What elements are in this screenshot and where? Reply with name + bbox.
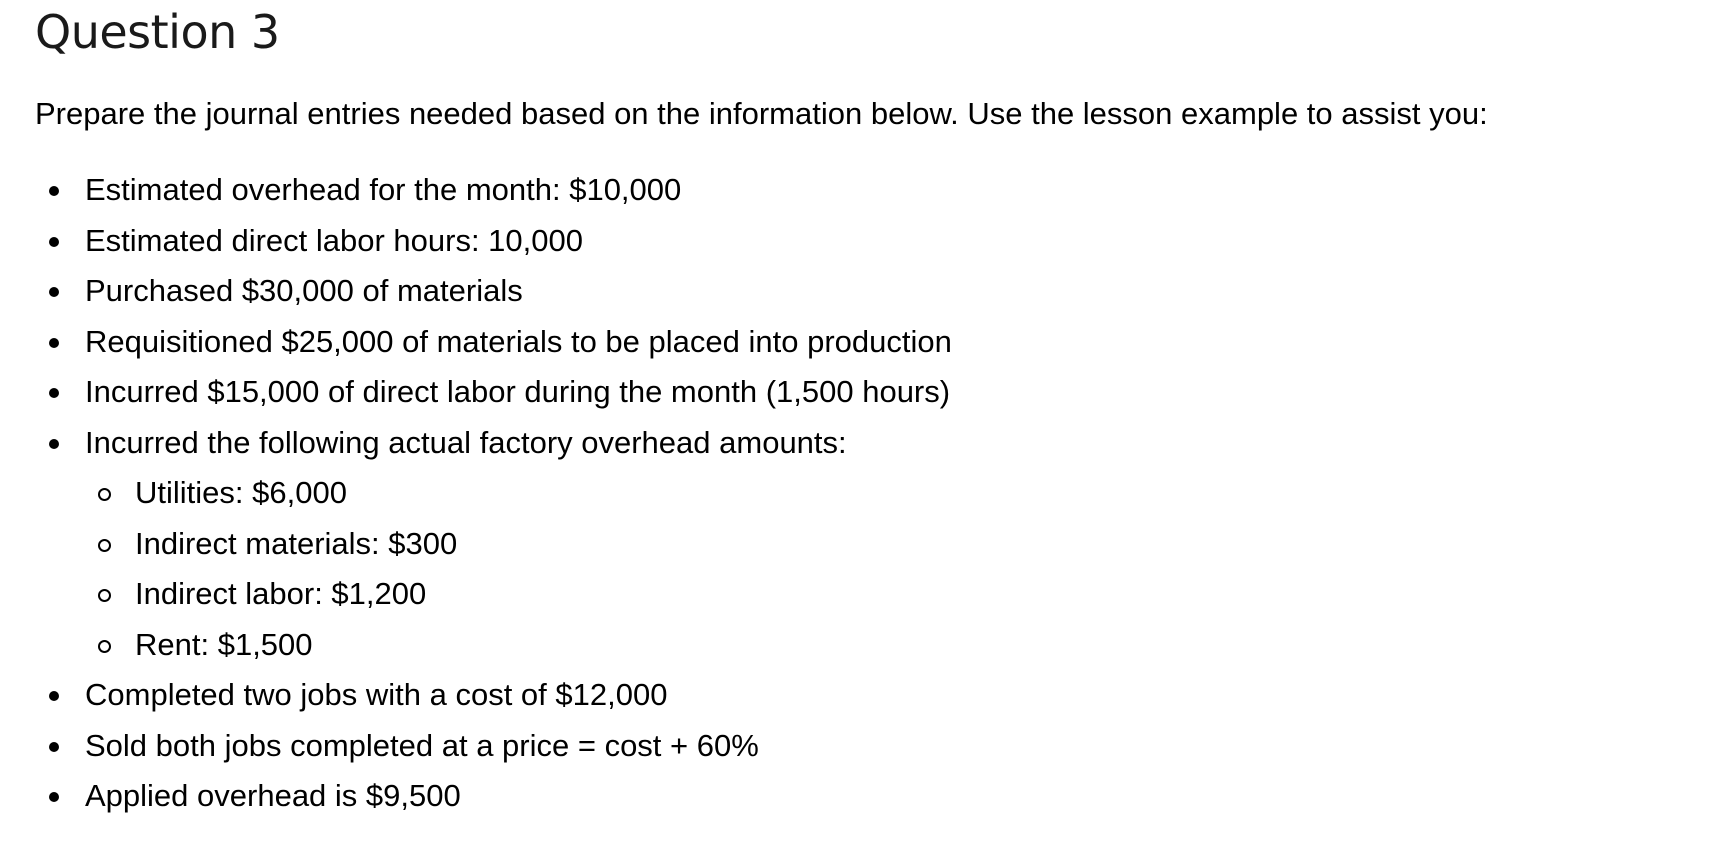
list-item [35,726,952,777]
list-item [35,322,952,373]
sub-list-item [35,574,952,625]
list-item [35,372,952,423]
question-prompt: Prepare the journal entries needed based on the information below. Use the lesson example to assist you: [35,96,1488,131]
list-item-text: Sold both jobs completed at a price = cost + 60% [85,727,759,763]
hollow-bullet-icon [98,488,111,501]
hollow-bullet-icon [98,640,111,653]
bullet-icon [49,186,59,196]
list-item [35,423,952,474]
hollow-bullet-icon [98,589,111,602]
bullet-icon [49,237,59,247]
list-item-text: Incurred $15,000 of direct labor during the month (1,500 hours) [85,374,951,409]
list-item [35,221,952,272]
sub-list-item [35,625,952,676]
question-title: Question 3 [35,5,280,59]
hollow-bullet-icon [98,539,111,552]
list-item-text: Incurred the following actual factory overhead amounts: [85,424,847,460]
list-item-text: Estimated direct labor hours: 10,000 [85,222,583,258]
list-item-text: Purchased $30,000 of materials [85,273,523,308]
sub-list-item-text: Indirect materials: $300 [135,525,458,561]
bullet-icon [49,287,59,297]
list-item [35,170,952,221]
bullet-icon [49,388,59,398]
bullet-icon [49,439,59,449]
list-item [35,675,952,726]
sub-list-item-text: Rent: $1,500 [135,626,313,662]
list-item-text: Completed two jobs with a cost of $12,000 [85,677,668,712]
sub-list-item [35,524,952,575]
list-item [35,776,952,827]
sub-list-item-text: Utilities: $6,000 [135,475,347,510]
bullet-icon [49,792,59,802]
bullet-icon [49,742,59,752]
list-item-text: Applied overhead is $9,500 [85,778,461,813]
bullet-icon [49,691,59,701]
sub-list-item-text: Indirect labor: $1,200 [135,576,427,611]
list-item-text: Estimated overhead for the month: $10,000 [85,172,682,207]
information-list [35,170,952,827]
list-item [35,271,952,322]
bullet-icon [49,338,59,348]
list-item-text: Requisitioned $25,000 of materials to be placed into production [85,323,952,359]
sub-list-item [35,473,952,524]
